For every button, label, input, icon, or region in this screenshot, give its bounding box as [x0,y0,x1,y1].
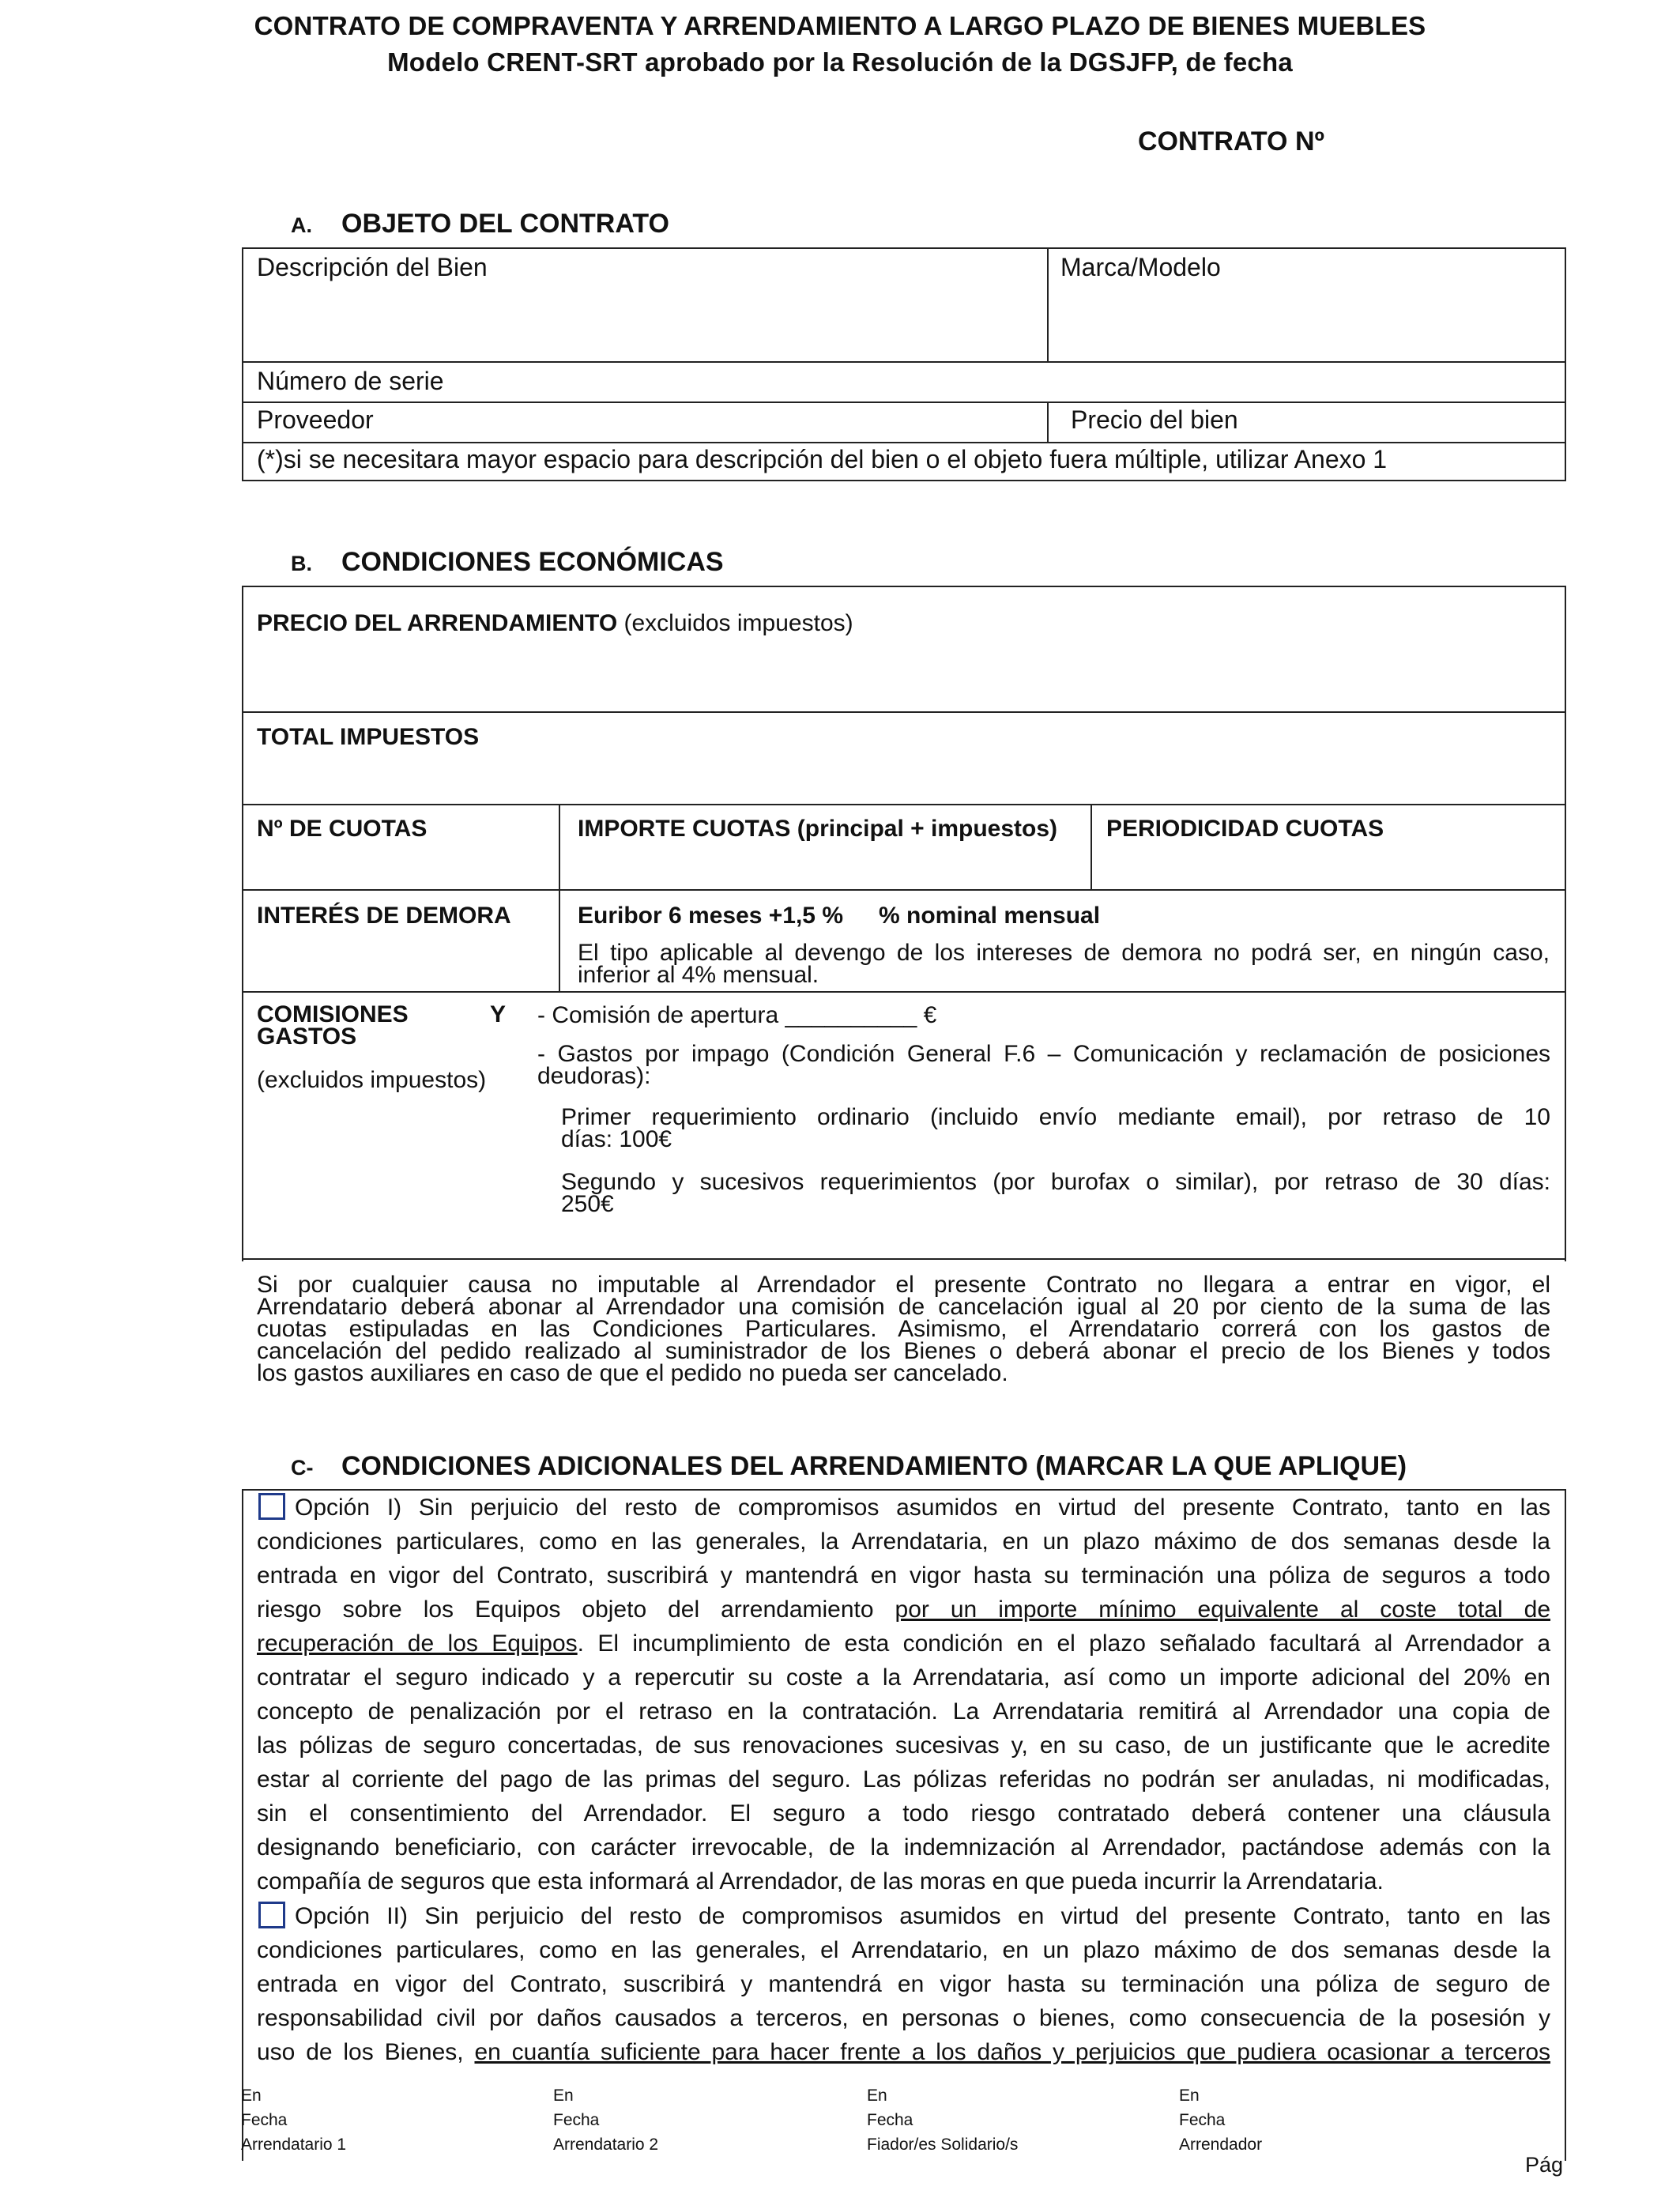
option-1-line-5-end: . El incumplimiento de esta condición en el plazo señalado facultará al Arrendador a [577,1630,1550,1657]
section-a-letter: A. [291,213,312,237]
footer-date: Fecha [867,2111,913,2129]
interest-note-line-1: El tipo aplicable al devengo de los intereses de demora no podrá ser, en ningún caso, [578,940,1550,966]
fees-note: (excluidos impuestos) [257,1067,487,1093]
option-2-line-5-start: uso de los Bienes, [257,2039,464,2065]
lease-price-note: (excluidos impuestos) [623,610,853,636]
default-fees [537,1043,1550,1088]
option-2-line: Opción II) Sin perjuicio del resto de compromisos asumidos en virtud del presente Contrato, tanto en las [295,1903,1550,1929]
section-c-letter: C- [291,1456,314,1480]
fees-label-word-y: Y [489,1001,506,1027]
page-number: Pág [1525,2153,1564,2177]
cancellation-line: cancelación del pedido realizado al suministrador de los Bienes o deberá abonar el precio de los Bienes y todos [257,1338,1550,1364]
footer-role: Arrendatario 1 [241,2136,347,2154]
document-subtitle: Modelo CRENT-SRT aprobado por la Resolución de la DGSJFP, de fecha [387,47,1293,77]
interest-nominal: % nominal mensual [879,903,1101,929]
option-1-line-4-underlined: por un importe mínimo equivalente al coste total de [895,1596,1550,1623]
quotas-count-label: Nº DE CUOTAS [257,816,428,842]
footer-date: Fecha [553,2111,600,2129]
option-1-line-4-start: riesgo sobre los Equipos objeto del arrendamiento [257,1596,874,1623]
option-2-line: entrada en vigor del Contrato, suscribirá y mantendrá en vigor hasta su terminación una póliza de seguro de [257,1971,1550,1997]
annex-note: (*)si se necesitara mayor espacio para descripción del bien o el objeto fuera múltiple, utilizar Anexo 1 [257,445,1388,473]
option-2-line-5-underlined: en cuantía suficiente para hacer frente a los daños y perjuicios que pudiera ocasionar a terceros [474,2039,1550,2065]
interest-note-line-2: inferior al 4% mensual. [578,962,819,988]
option-1-line: entrada en vigor del Contrato, suscribirá y mantendrá en vigor hasta su terminación una póliza de seguros a todo [257,1563,1550,1589]
option-2-line: responsabilidad civil por daños causados a terceros, en personas o bienes, como consecuencia de la posesión y [257,2005,1550,2031]
second-requirement [561,1171,1550,1216]
cancellation-line: los gastos auxiliares en caso de que el pedido no pueda ser cancelado. [257,1360,1008,1386]
section-b-heading [291,547,724,578]
description-label: Descripción del Bien [257,253,488,281]
footer-place: En [867,2087,887,2105]
document-title: CONTRATO DE COMPRAVENTA Y ARRENDAMIENTO A LARGO PLAZO DE BIENES MUEBLES [254,11,1426,40]
total-taxes-label: TOTAL IMPUESTOS [257,724,480,750]
footer-role: Arrendador [1179,2136,1263,2154]
opening-fee: - Comisión de apertura __________ € [537,1002,937,1028]
footer-signature-arrendador [1179,2083,1262,2157]
quota-period-label: PERIODICIDAD CUOTAS [1106,816,1384,842]
option-1 [257,1491,1550,1898]
fees-label [257,1001,506,1050]
footer-place: En [241,2087,262,2105]
option-1-checkbox[interactable] [258,1493,285,1520]
option-1-line: condiciones particulares, como en las generales, la Arrendataria, en un plazo máximo de dos semanas desde la [257,1529,1550,1555]
footer-signature-arrendatario-2 [553,2083,658,2157]
second-requirement-line-1: Segundo y sucesivos requerimientos (por burofax o similar), por retraso de 30 días: [561,1169,1550,1195]
option-1-line: Opción I) Sin perjuicio del resto de compromisos asumidos en virtud del presente Contrato, tanto en las [295,1495,1550,1521]
option-1-line: contratar el seguro indicado y a repercutir su coste a la Arrendataria, así como un importe adicional del 20% en [257,1664,1550,1691]
footer-signature-fiador [867,2083,1018,2157]
cancellation-line: Arrendatario deberá abonar al Arrendador una comisión de cancelación igual al 20 por ciento de la suma de las [257,1294,1550,1320]
footer-date: Fecha [1179,2111,1226,2129]
option-1-line: compañía de seguros que esta informará al Arrendador, de las moras en que pueda incurrir la Arrendataria. [257,1868,1384,1894]
option-1-line: estar al corriente del pago de las primas del seguro. Las pólizas referidas no podrán ser anuladas, ni modificadas, [257,1766,1550,1793]
brand-model-label: Marca/Modelo [1060,253,1221,281]
serial-number-label: Número de serie [257,367,444,395]
lease-price-row [257,610,853,637]
default-fees-line-2: deudoras): [537,1063,651,1089]
footer-place: En [1179,2087,1200,2105]
first-requirement-line-2: días: 100€ [561,1126,672,1152]
late-interest-label: INTERÉS DE DEMORA [257,903,511,929]
default-fees-line-1: - Gastos por impago (Condición General F.6 – Comunicación y reclamación de posiciones [537,1041,1550,1067]
footer-role: Arrendatario 2 [553,2136,659,2154]
contract-number: CONTRATO Nº [1138,126,1324,156]
section-b-letter: B. [291,552,312,575]
option-2-checkbox[interactable] [258,1902,285,1928]
option-1-line-5-underlined: recuperación de los Equipos [257,1630,578,1657]
footer-role: Fiador/es Solidario/s [867,2136,1019,2154]
fees-label-word-2: GASTOS [257,1023,357,1050]
section-b-title: CONDICIONES ECONÓMICAS [341,547,724,577]
first-requirement-line-1: Primer requerimiento ordinario (incluido envío mediante email), por retraso de 10 [561,1104,1550,1130]
option-2 [257,1899,1550,2069]
option-1-line: designando beneficiario, con carácter irrevocable, de la indemnización al Arrendador, pactándose además con la [257,1834,1550,1860]
footer-date: Fecha [241,2111,288,2129]
cancellation-clause [257,1274,1550,1385]
fees-label-word-1: COMISIONES [257,1001,409,1027]
footer-signature-arrendatario-1 [241,2083,346,2157]
interest-rate: Euribor 6 meses +1,5 % [578,903,844,929]
interest-note [578,942,1550,986]
first-requirement [561,1106,1550,1151]
option-1-line: concepto de penalización por el retraso en la contratación. La Arrendataria remitirá al Arrendador una copia de [257,1698,1550,1725]
supplier-label: Proveedor [257,405,374,434]
option-1-line: las pólizas de seguro concertadas, de sus renovaciones sucesivas y, en su caso, de un justificante que le acredite [257,1732,1550,1759]
cancellation-line: Si por cualquier causa no imputable al Arrendador el presente Contrato no llegara a entrar en vigor, el [257,1272,1550,1298]
lease-price-label: PRECIO DEL ARRENDAMIENTO [257,610,618,636]
section-a-title: OBJETO DEL CONTRATO [341,209,669,239]
cancellation-line: cuotas estipuladas en las Condiciones Particulares. Asimismo, el Arrendatario correrá con los gastos de [257,1316,1550,1342]
option-2-line: condiciones particulares, como en las generales, el Arrendatario, en un plazo máximo de dos semanas desde la [257,1937,1550,1963]
footer-place: En [553,2087,574,2105]
section-c-title: CONDICIONES ADICIONALES DEL ARRENDAMIENTO (MARCAR LA QUE APLIQUE) [341,1451,1407,1481]
second-requirement-line-2: 250€ [561,1191,614,1217]
section-c-heading [291,1451,1407,1482]
option-1-line: sin el consentimiento del Arrendador. El seguro a todo riesgo contratado deberá contener una cláusula [257,1800,1550,1826]
quota-amount-label: IMPORTE CUOTAS (principal + impuestos) [578,816,1058,842]
section-a-heading [291,209,669,239]
price-label: Precio del bien [1071,405,1238,434]
